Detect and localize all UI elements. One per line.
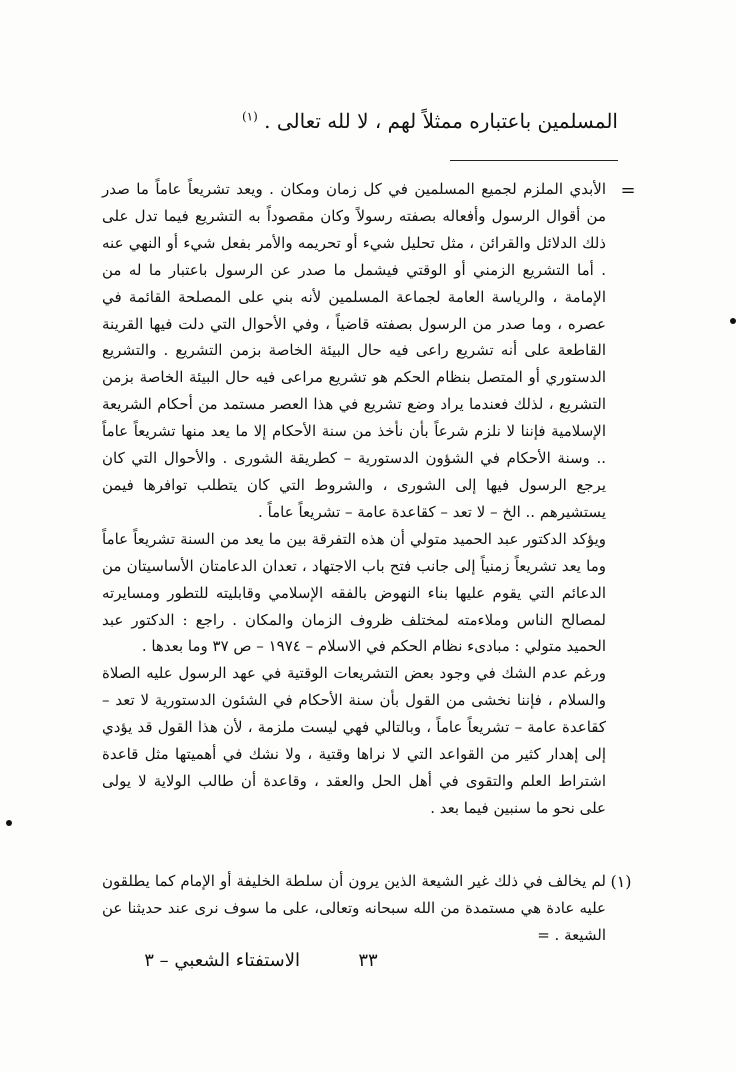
continued-footnote-body [102,176,606,822]
note-paragraph-3: ورغم عدم الشك في وجود بعض التشريعات الوقتية في عهد الرسول عليه الصلاة والسلام ، فإننا نخشى من القول بأن سنة الأحكام في الشئون الدستورية لا تعد – كقاعدة عامة – تشريعاً عاماً ، وبالتالي فهي ليست ملزمة ، لأن هذا القول قد يؤدي إلى إهدار كثير من القواعد التي لا نراها وقتية ، ولا نشك في أهميتها مثل قاعدة اشتراط العلم والتقوى في أهل الحل والعقد ، وقاعدة أن طالب الولاية لا يولى على نحو ما سنبين فيما بعد . [102,664,606,817]
continuation-line [98,106,618,136]
note-paragraph-1: الأبدي الملزم لجميع المسلمين في كل زمان ومكان . ويعد تشريعاً عاماً ما صدر من أقوال الرسول وأفعاله بصفته رسولاً وكان مقصوداً به التشريع فيما تدل على ذلك الدلائل والقرائن ، مثل تحليل شيء أو تحريمه والأمر بفعل شيء أو النهي عنه . أما التشريع الزمني أو الوقتي فيشمل ما صدر عن الرسول باعتبار ما له من الإمامة ، والرياسة العامة لجماعة المسلمين لأنه بني على المصلحة القائمة في عصره ، وما صدر من الرسول بصفته قاضياً ، وفي الأحوال التي دلت فيها القرينة القاطعة على أنه تشريع راعى فيه حال البيئة الخاصة بزمن التشريع . والتشريع الدستوري أو المتصل بنظام الحكم هو تشريع مراعى فيه حال البيئة الخاصة بزمن التشريع ، لذلك فعندما يراد وضع تشريع في هذا العصر مستمد من أحكام الشريعة الإسلامية فإننا لا نلزم شرعاً بأن نأخذ من سنة الأحكام إلا ما يعد منها تشريعاً عاماً .. وسنة الأحكام في الشؤون الدستورية – كطريقة الشورى . والأحوال التي كان يرجع الرسول فيها إلى الشورى ، والشروط التي كان يتطلب توافرها فيمن يستشيرهم .. الخ – لا تعد – كقاعدة عامة – تشريعاً عاماً . [102,180,606,521]
scan-mark-right [730,318,736,324]
page-number: ٣٣ [358,950,378,971]
scan-mark-left [6,820,12,826]
running-footer-title: الاستفتاء الشعبي – ٣ [144,950,300,971]
note-paragraph-2: ويؤكد الدكتور عبد الحميد متولي أن هذه التفرقة بين ما يعد من السنة تشريعاً عاماً وما يعد تشريعاً زمنياً إلى جانب فتح باب الاجتهاد ، تعدان الدعامتان الأساسيتان من الدعائم التي يقوم عليها بناء النهوض بالفقه الإسلامي وقابليته للتطور ومسايرته لمصالح الناس وملاءمته لمختلف ظروف الزمان والمكان . راجع : الدكتور عبد الحميد متولي : مبادىء نظام الحكم في الاسلام – ١٩٧٤ – ص ٣٧ وما بعدها . [102,529,607,656]
continuation-text: المسلمين باعتباره ممثلاً لهم ، لا لله تعالى . [264,109,618,133]
footnote-text: لم يخالف في ذلك غير الشيعة الذين يرون أن سلطة الخليفة أو الإمام كما يطلقون عليه عادة هي مستمدة من الله سبحانه وتعالى، على ما سوف نرى عند حديثنا عن الشيعة . = [102,872,606,944]
footnote-divider [450,160,618,161]
continuation-marker: = [620,180,636,201]
footnote-reference: (١) [241,109,258,124]
footnote-number: (١) [610,872,632,891]
